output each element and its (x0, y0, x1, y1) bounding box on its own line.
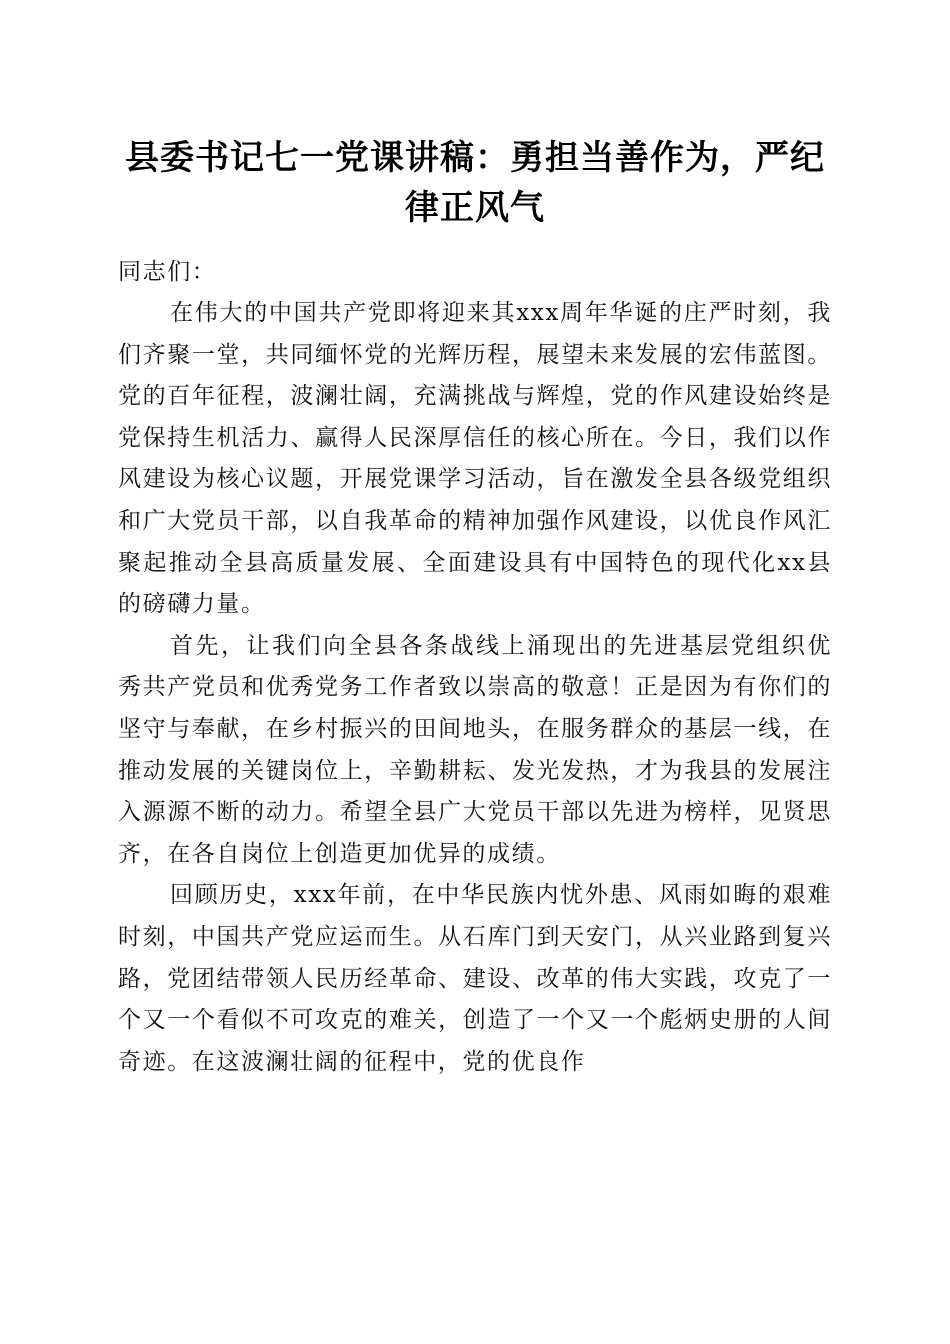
paragraph-1: 在伟大的中国共产党即将迎来其xxx周年华诞的庄严时刻，我们齐聚一堂，共同缅怀党的光辉历程，展望未来发展的宏伟蓝图。党的百年征程，波澜壮阔，充满挑战与辉煌，党的作风建设始终是党保持生机活力、赢得人民深厚信任的核心所在。今日，我们以作风建设为核心议题，开展党课学习活动，旨在激发全县各级党组织和广大党员干部，以自我革命的精神加强作风建设，以优良作风汇聚起推动全县高质量发展、全面建设具有中国特色的现代化xx县的磅礴力量。 (118, 300, 832, 618)
paragraph-2: 首先，让我们向全县各条战线上涌现出的先进基层党组织优秀共产党员和优秀党务工作者致以崇高的敬意！正是因为有你们的坚守与奉献，在乡村振兴的田间地头，在服务群众的基层一线，在推动发展的关键岗位上，辛勤耕耘、发光发热，才为我县的发展注入源源不断的动力。希望全县广大党员干部以先进为榜样，见贤思齐，在各自岗位上创造更加优异的成绩。 (118, 632, 832, 867)
title-line-1: 县委书记七一党课讲稿：勇担当善作为，严纪 (125, 138, 825, 178)
document-title (110, 133, 840, 233)
paragraph-3: 回顾历史，xxx年前，在中华民族内忧外患、风雨如晦的艰难时刻，中国共产党应运而生。从石库门到天安门，从兴业路到复兴路，党团结带领人民历经革命、建设、改革的伟大实践，攻克了一个又一个看似不可攻克的难关，创造了一个又一个彪炳史册的人间奇迹。在这波澜壮阔的征程中，党的优良作 (118, 882, 832, 1075)
document-body (118, 252, 832, 1083)
title-line-2: 律正风气 (405, 188, 545, 228)
salutation: 同志们： (118, 259, 217, 285)
